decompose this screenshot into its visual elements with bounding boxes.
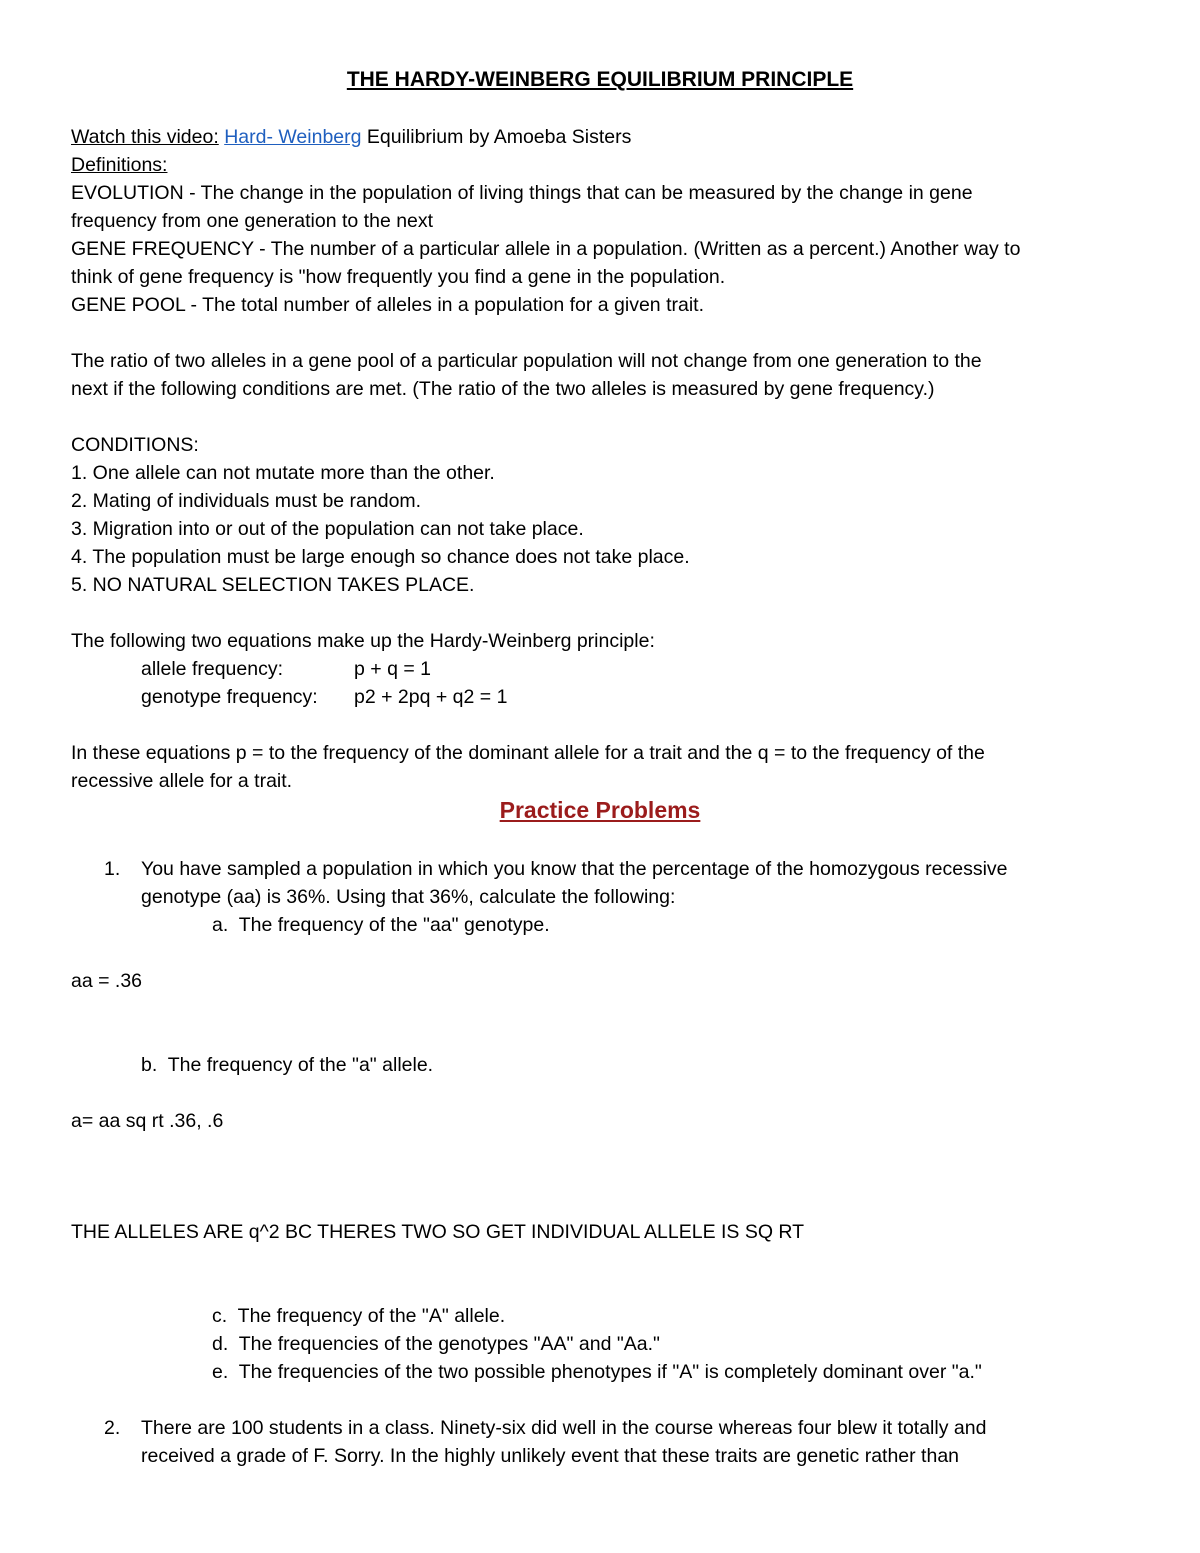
equation-label: genotype frequency:: [141, 686, 318, 708]
part-letter: a.: [212, 914, 229, 936]
part-letter: c.: [212, 1305, 228, 1327]
definition-line: EVOLUTION - The change in the population of living things that can be measured by the change in gene: [71, 182, 973, 204]
problem-text: genotype (aa) is 36%. Using that 36%, calculate the following:: [141, 886, 676, 908]
problem-part-c: [212, 1302, 505, 1330]
problem-text: There are 100 students in a class. Ninety-six did well in the course whereas four blew it totally and: [141, 1417, 987, 1439]
part-letter: b.: [141, 1054, 158, 1076]
part-text: The frequency of the "aa" genotype.: [238, 914, 550, 936]
part-letter: e.: [212, 1361, 229, 1383]
condition-item: 1. One allele can not mutate more than the other.: [71, 462, 495, 484]
problem-text: received a grade of F. Sorry. In the highly unlikely event that these traits are genetic rather than: [141, 1445, 960, 1467]
problem-number: 1.: [104, 858, 121, 880]
practice-heading: Practice Problems: [499, 797, 701, 823]
equations-intro: The following two equations make up the Hardy-Weinberg principle:: [71, 630, 655, 652]
video-link[interactable]: Hard- Weinberg: [224, 126, 362, 148]
conditions-heading: CONDITIONS:: [71, 434, 199, 456]
problem-part-e: [212, 1358, 982, 1386]
equations-note: In these equations p = to the frequency of the dominant allele for a trait and the q = to the frequency of the: [71, 742, 985, 764]
problem-part-d: [212, 1330, 660, 1358]
answer-b: a= aa sq rt .36, .6: [71, 1110, 224, 1132]
equations-note: recessive allele for a trait.: [71, 770, 293, 792]
equation-value: p + q = 1: [354, 658, 431, 680]
condition-item: 5. NO NATURAL SELECTION TAKES PLACE.: [71, 574, 475, 596]
allele-note: THE ALLELES ARE q^2 BC THERES TWO SO GET INDIVIDUAL ALLELE IS SQ RT: [71, 1221, 805, 1243]
page-title: THE HARDY-WEINBERG EQUILIBRIUM PRINCIPLE: [346, 68, 854, 91]
video-suffix: Equilibrium by Amoeba Sisters: [361, 126, 632, 148]
condition-item: 3. Migration into or out of the population can not take place.: [71, 518, 584, 540]
problem-part-a: [212, 911, 550, 939]
part-text: The frequencies of the two possible phenotypes if "A" is completely dominant over "a.": [238, 1361, 982, 1383]
part-text: The frequency of the "A" allele.: [237, 1305, 506, 1327]
condition-item: 2. Mating of individuals must be random.: [71, 490, 422, 512]
definition-line: GENE FREQUENCY - The number of a particular allele in a population. (Written as a percent.) Another way to: [71, 238, 1021, 260]
problem-number: 2.: [104, 1417, 121, 1439]
definitions-heading: Definitions:: [71, 154, 168, 176]
ratio-line: next if the following conditions are met. (The ratio of the two alleles is measured by gene frequency.): [71, 378, 935, 400]
problem-part-b: [141, 1051, 433, 1079]
problem-text: You have sampled a population in which you know that the percentage of the homozygous recessive: [141, 858, 1008, 880]
definition-line: think of gene frequency is "how frequently you find a gene in the population.: [71, 266, 726, 288]
ratio-line: The ratio of two alleles in a gene pool of a particular population will not change from one generation to the: [71, 350, 982, 372]
video-line: [71, 123, 631, 151]
equation-value: p2 + 2pq + q2 = 1: [354, 686, 508, 708]
definition-line: GENE POOL - The total number of alleles in a population for a given trait.: [71, 294, 704, 316]
part-text: The frequency of the "a" allele.: [167, 1054, 434, 1076]
answer-a: aa = .36: [71, 970, 143, 992]
part-letter: d.: [212, 1333, 229, 1355]
definition-line: frequency from one generation to the next: [71, 210, 434, 232]
video-prefix: Watch this video:: [71, 126, 219, 148]
equation-label: allele frequency:: [141, 658, 284, 680]
condition-item: 4. The population must be large enough so chance does not take place.: [71, 546, 690, 568]
part-text: The frequencies of the genotypes "AA" and "Aa.": [238, 1333, 660, 1355]
